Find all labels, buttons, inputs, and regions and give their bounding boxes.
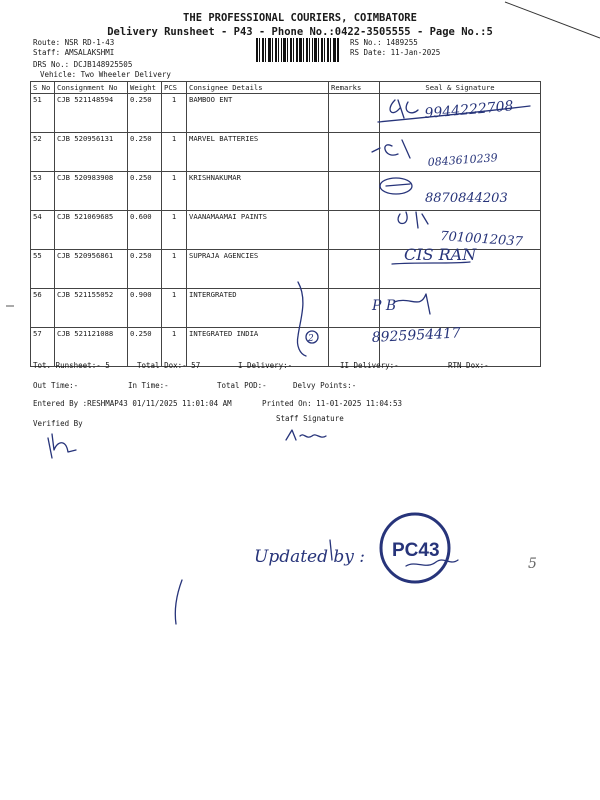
verified-signature <box>48 434 76 458</box>
cell-weight: 0.250 <box>128 328 162 367</box>
route-info: Route: NSR RD-1-43 <box>33 38 115 47</box>
page-mark-5: 5 <box>528 556 537 572</box>
verified-by-label: Verified By <box>33 419 83 428</box>
cell-pcs: 1 <box>162 94 187 133</box>
cell-consignee: BAMBOO ENT <box>187 94 329 133</box>
cell-consignee: SUPRAJA AGENCIES <box>187 250 329 289</box>
total-pod: Total POD:- <box>217 381 267 390</box>
cell-consignee: INTERGRATED <box>187 289 329 328</box>
handwritten-phone-57: 8925954417 <box>371 325 462 346</box>
cell-consignment: CJB 520983908 <box>55 172 128 211</box>
cell-pcs: 1 <box>162 250 187 289</box>
handwritten-phone-52: 0843610239 <box>427 151 499 169</box>
cell-consignment: CJB 520956131 <box>55 133 128 172</box>
pc43-stamp-text: PC43 <box>392 540 440 561</box>
updated-by-text: Updated by : <box>254 547 366 567</box>
stray-mark <box>175 580 182 624</box>
handwritten-initials-56: P B <box>372 298 397 314</box>
cell-pcs: 1 <box>162 289 187 328</box>
handwritten-phone-51: 9944222708 <box>423 98 515 122</box>
ii-delivery: II Delivery:- <box>340 361 399 370</box>
cell-weight: 0.250 <box>128 133 162 172</box>
company-title: THE PROFESSIONAL COURIERS, COIMBATORE <box>183 12 417 24</box>
vehicle-info: Vehicle: Two Wheeler Delivery <box>40 70 171 79</box>
in-time: In Time:- <box>128 381 169 390</box>
cell-sno: 54 <box>31 211 55 250</box>
cell-pcs: 1 <box>162 172 187 211</box>
cell-weight: 0.600 <box>128 211 162 250</box>
cell-weight: 0.900 <box>128 289 162 328</box>
cell-sno: 53 <box>31 172 55 211</box>
delvy-points: Delvy Points:- <box>293 381 357 390</box>
cell-consignee: MARVEL BATTERIES <box>187 133 329 172</box>
col-remarks-header: Remarks <box>329 82 380 94</box>
cell-consignment: CJB 521155052 <box>55 289 128 328</box>
cell-sno: 52 <box>31 133 55 172</box>
i-delivery: I Delivery:- <box>238 361 293 370</box>
cell-consignee: INTEGRATED INDIA <box>187 328 329 367</box>
cell-weight: 0.250 <box>128 94 162 133</box>
cell-sno: 57 <box>31 328 55 367</box>
cell-sno: 55 <box>31 250 55 289</box>
staff-signature-scribble <box>286 430 326 440</box>
printed-on: Printed On: 11-01-2025 11:04:53 <box>262 399 402 408</box>
col-consignee-header: Consignee Details <box>187 82 329 94</box>
cell-consignment: CJB 521121088 <box>55 328 128 367</box>
cell-sno: 51 <box>31 94 55 133</box>
signature-scribble-54 <box>398 212 428 228</box>
col-signature-header: Seal & Signature <box>380 82 541 94</box>
drs-info: DRS No.: DCJB148925505 <box>33 60 133 69</box>
cell-weight: 0.250 <box>128 172 162 211</box>
cell-pcs: 1 <box>162 133 187 172</box>
entered-by: Entered By :RESHMAP43 01/11/2025 11:01:04 AM <box>33 399 232 408</box>
signature-scribble-52 <box>372 140 410 158</box>
cell-sno: 56 <box>31 289 55 328</box>
bracket-56-57 <box>297 282 306 356</box>
runsheet-subtitle: Delivery Runsheet - P43 - Phone No.:0422-3505555 - Page No.:5 <box>107 26 493 38</box>
handwritten-phone-53: 8870844203 <box>425 191 508 206</box>
cell-weight: 0.250 <box>128 250 162 289</box>
rs-date: RS Date: 11-Jan-2025 <box>350 48 441 57</box>
signature-loop-53 <box>380 178 412 194</box>
out-time: Out Time:- <box>33 381 79 390</box>
rs-number: RS No.: 1489255 <box>350 38 418 47</box>
col-sno-header: S No <box>31 82 55 94</box>
col-weight-header: Weight <box>128 82 162 94</box>
corner-fold-line <box>505 2 600 38</box>
signature-stroke-53 <box>386 184 410 186</box>
handwritten-phone-54: 7010012037 <box>439 229 524 250</box>
circled-two-digit: 2 <box>308 334 314 344</box>
total-dox: Total Dox:- 57 <box>137 361 201 370</box>
cell-consignee: VAANAMAAMAI PAINTS <box>187 211 329 250</box>
signature-scribble-56 <box>394 294 430 314</box>
cell-consignment: CJB 521148594 <box>55 94 128 133</box>
cell-pcs: 1 <box>162 328 187 367</box>
total-runsheet: Tot. Runsheet:- 5 <box>33 361 110 370</box>
cell-pcs: 1 <box>162 211 187 250</box>
staff-signature-label: Staff Signature <box>276 414 344 423</box>
cell-consignment: CJB 520956861 <box>55 250 128 289</box>
cell-consignment: CJB 521069685 <box>55 211 128 250</box>
rtn-dox: RTN Dox:- <box>448 361 489 370</box>
staff-info: Staff: AMSALAKSHMI <box>33 48 115 57</box>
signature-scribble-51 <box>390 100 418 118</box>
cell-consignee: KRISHNAKUMAR <box>187 172 329 211</box>
col-pcs-header: PCS <box>162 82 187 94</box>
handwritten-initials-55: CIS RAN <box>404 245 477 264</box>
col-consignment-header: Consignment No <box>55 82 128 94</box>
